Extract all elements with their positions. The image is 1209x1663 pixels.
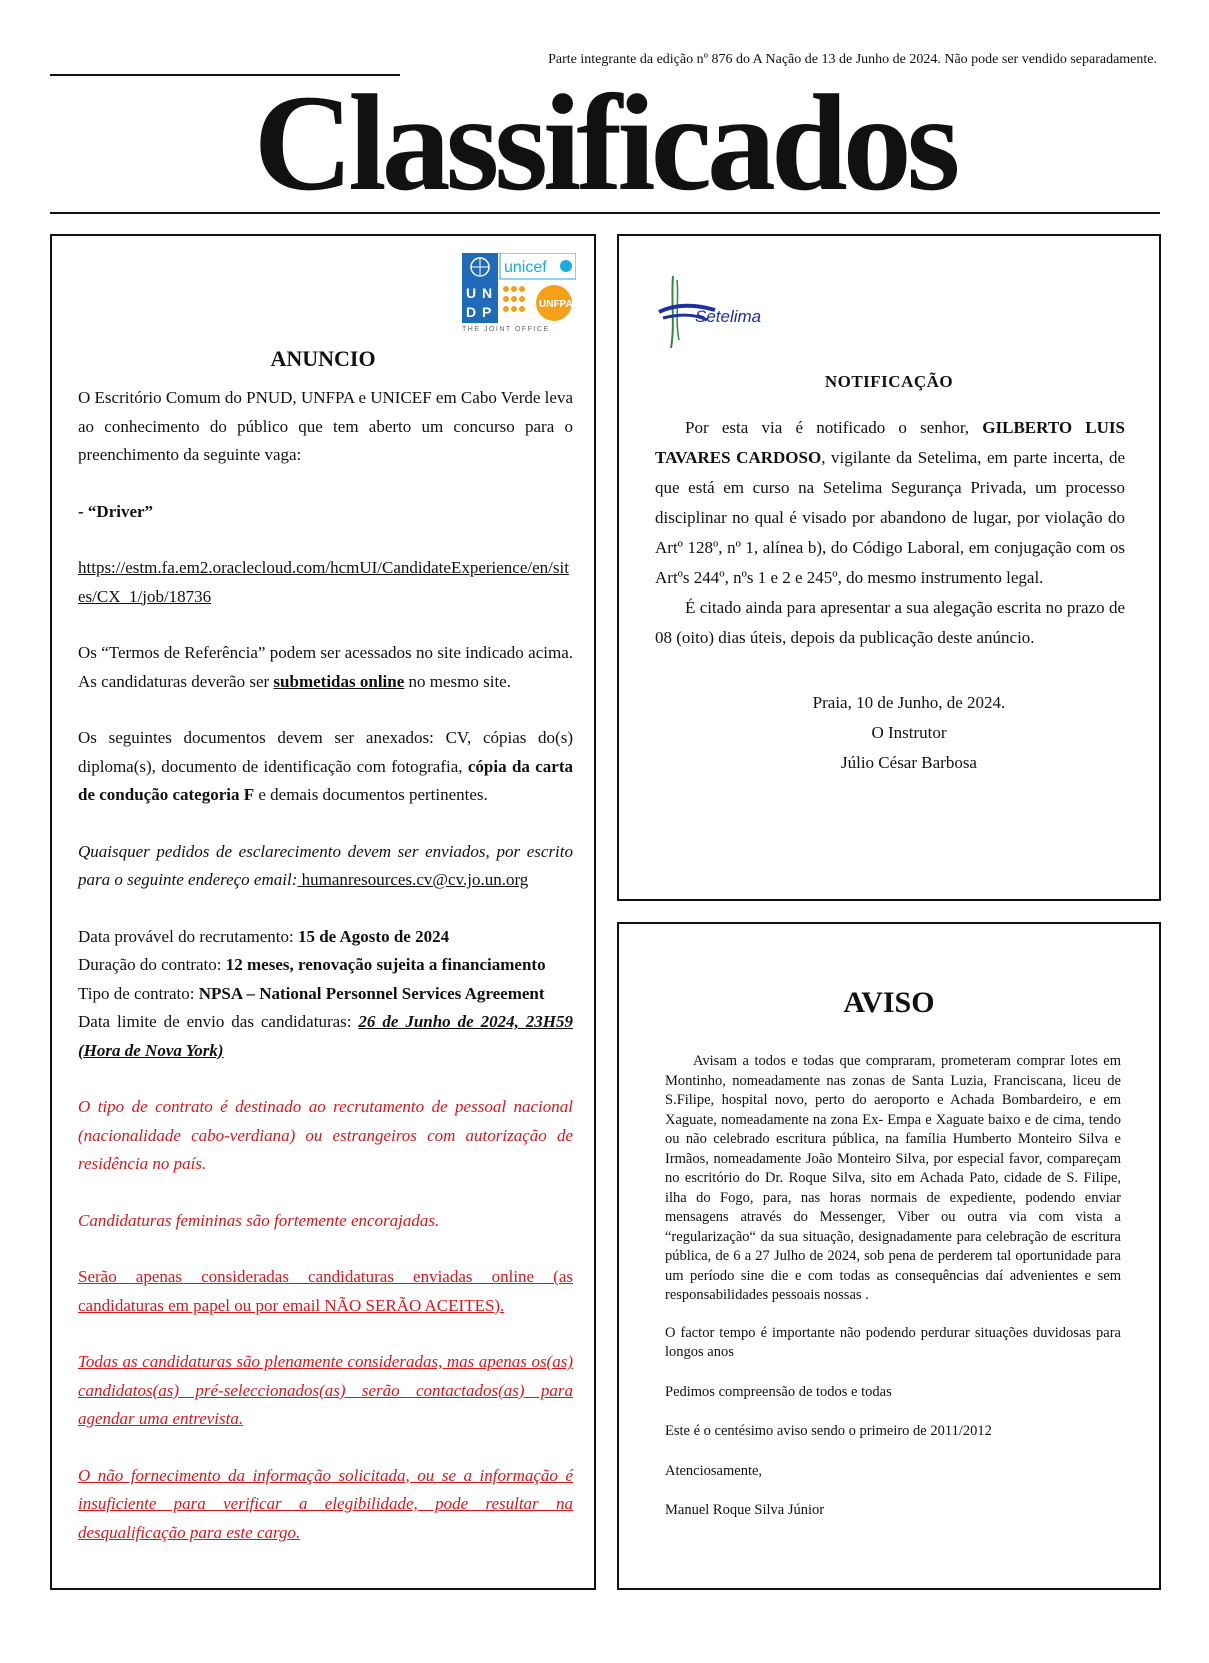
place-date: Praia, 10 de Junho, de 2024. [812, 693, 1006, 712]
notificacao-title: NOTIFICAÇÃO [824, 372, 954, 391]
unfpa-wordmark: UNFPA [539, 299, 573, 310]
top-note: Parte integrante da edição nº 876 do A Nação de 13 de Junho de 2024. Não pode ser vendido separadamente. [548, 52, 1157, 67]
aviso-paragraph-1: Avisam a todos e todas que compraram, prometeram comprar lotes em Montinho, nomeadamente nas zonas de Santa Luzia, Franciscana, liceu de S.Filipe, hospital novo, perto do aeroporto e Achada Bombardeiro, e em Xaguate, nomeadamente na zona Ex- Empa e Xaguate baixo e de cima, tendo ou não celebrado escritura pública, na família Humberto Monteiro Silva e Irmãos, nomeadamente João Monteiro Silva, por especial favor, compareçam no escritório do Dr. Roque Silva, sito em Achada Pato, cidade de S. Filipe, ilha do Fogo, para, nas horas normais de expediente, podendo enviar mensagens através do Messenger, Viber ou outra via com vista a “regularização“ da sua situação, designadamente para celebração de escritura pública, de 6 a 27 Julho de 2024, sob pena de perderem tal oportunidade para um período sine die e com todas as consequências daí advenientes e sem responsabilidades pessoais nossas . [665, 1053, 1121, 1303]
aviso-closing: Atenciosamente, [665, 1462, 763, 1479]
deadline-label: Data limite de envio das candidaturas: [78, 1012, 359, 1031]
aviso-box [617, 922, 1161, 1590]
un-joint-office-logo [462, 253, 576, 333]
vacancy-name: - “Driver” [78, 501, 154, 521]
contract-type-value: NPSA – National Personnel Services Agreement [198, 983, 545, 1003]
contact-email-link[interactable]: humanresources.cv@cv.jo.un.org [297, 870, 529, 889]
duration-label: Duração do contrato: [78, 955, 226, 974]
undp-letter-p: P [482, 304, 492, 320]
online-only-note: Serão apenas consideradas candidaturas enviadas online (as candidaturas em papel ou por email NÃO SERÃO ACEITES). [78, 1267, 573, 1315]
disqualification-note: O não fornecimento da informação solicitada, ou se a informação é insuficiente para verificar a elegibilidade, pode resultar na desqualificação para este cargo. [78, 1465, 573, 1542]
job-link[interactable] [78, 554, 573, 611]
notified-person-name: GILBERTO LUIS TAVARES CARDOSO [655, 418, 1125, 467]
contract-type-label: Tipo de contrato: [78, 983, 199, 1003]
unicef-wordmark: unicef [504, 259, 547, 276]
deadline-line [78, 1008, 573, 1065]
joint-office-caption: THE JOINT OFFICE [462, 326, 550, 333]
masthead-rule [50, 212, 1160, 214]
duration-line [78, 951, 573, 980]
documents-text-end: e demais documentos pertinentes. [254, 785, 488, 804]
documents-paragraph [78, 724, 573, 810]
notificacao-body [655, 413, 1125, 653]
duration-value: 12 meses, renovação sujeita a financiamento [225, 955, 546, 974]
recruit-date-line [78, 923, 573, 952]
notificacao-p1-text-end: , vigilante da Setelima, em parte incerta, de que está em curso na Setelima Segurança Privada, um processo disciplinar no qual é visado por abandono de lugar, por violação do Artº 128º, nº 1, alínea b), do Código Laboral, em conjugação com os Artºs 244º, nºs 1 e 2 e 245º, do mesmo instrumento legal. [655, 448, 1126, 587]
notificacao-paragraph-1 [655, 413, 1125, 593]
signer-role: O Instrutor [871, 723, 947, 742]
eligibility-note: O tipo de contrato é destinado ao recrutamento de pessoal nacional (nacionalidade cabo-verdiana) ou estrangeiros com autorização de residência no país. [78, 1097, 573, 1173]
documents-text: Os seguintes documentos devem ser anexados: CV, cópias do(s) diploma(s), documento de identificação com fotografia, [78, 728, 573, 776]
terms-text-end: no mesmo site. [404, 671, 511, 691]
undp-letter-d: D [466, 304, 477, 320]
recruit-date-label: Data provável do recrutamento: [78, 926, 298, 946]
masthead-title: Classificados [253, 66, 956, 219]
anuncio-intro: O Escritório Comum do PNUD, UNFPA e UNICEF em Cabo Verde leva ao conhecimento do público que tem aberto um concurso para o preenchimento da seguinte vaga: [78, 388, 573, 464]
anuncio-title: ANUNCIO [270, 346, 376, 371]
notificacao-box [617, 234, 1161, 901]
anuncio-body [78, 384, 573, 1575]
contract-type-line [78, 980, 573, 1009]
signer-name: Júlio César Barbosa [841, 753, 977, 772]
deadline-value: 26 de Junho de 2024, 23H59 (Hora de Nova York) [78, 1012, 573, 1060]
recruit-date-value: 15 de Agosto de 2024 [297, 926, 450, 946]
documents-license-emphasis: cópia da carta de condução categoria F [78, 756, 573, 804]
undp-letter-n: N [482, 285, 493, 301]
notificacao-p1-text: Por esta via é notificado o senhor, [685, 418, 983, 437]
setelima-logo [655, 270, 805, 350]
contact-text: Quaisquer pedidos de esclarecimento devem ser enviados, por escrito para o seguinte endereço email: [78, 841, 573, 889]
setelima-wordmark: Setelima [695, 307, 762, 326]
notificacao-paragraph-2: É citado ainda para apresentar a sua alegação escrita no prazo de 08 (oito) dias úteis, depois da publicação deste anúncio. [655, 598, 1125, 647]
contact-paragraph [78, 838, 573, 895]
anuncio-box [50, 234, 596, 1590]
women-encouraged-note: Candidaturas femininas são fortemente encorajadas. [78, 1210, 440, 1230]
aviso-body [665, 1052, 1121, 1541]
aviso-signer: Manuel Roque Silva Júnior [665, 1502, 825, 1518]
aviso-paragraph-2: O factor tempo é importante não podendo perdurar situações duvidosas para longos anos [665, 1324, 1121, 1360]
aviso-paragraph-3: Pedimos compreensão de todos e todas [665, 1383, 892, 1400]
aviso-title: AVISO [843, 986, 935, 1019]
notificacao-signature [619, 688, 1159, 778]
terms-paragraph [78, 639, 573, 696]
undp-letter-u: U [466, 285, 477, 301]
terms-online-emphasis: submetidas online [273, 671, 405, 691]
terms-text: Os “Termos de Referência” podem ser acessados no site indicado acima. As candidaturas deverão ser [78, 643, 573, 691]
shortlist-note: Todas as candidaturas são plenamente consideradas, mas apenas os(as) candidatos(as) pré-seleccionados(as) serão contactados(as) para agendar uma entrevista. [78, 1352, 573, 1428]
aviso-paragraph-4: Este é o centésimo aviso sendo o primeiro de 2011/2012 [665, 1423, 992, 1439]
job-link-text[interactable]: https://estm.fa.em2.oraclecloud.com/hcmUI/CandidateExperience/en/sites/CX_1/job/18736 [78, 558, 569, 606]
